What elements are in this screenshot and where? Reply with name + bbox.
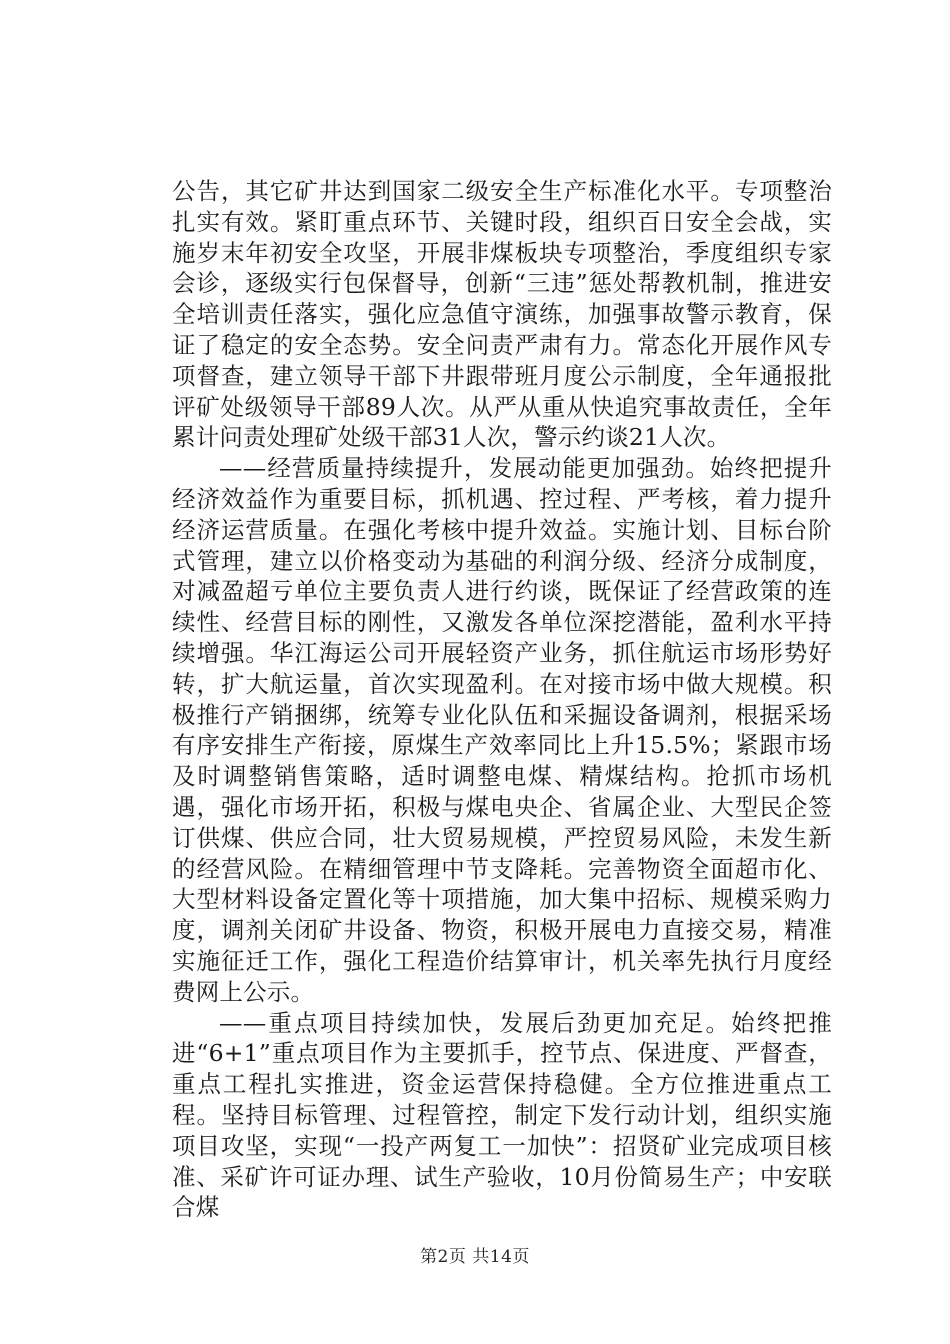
page-footer: 第2页 共14页 <box>420 1247 530 1267</box>
document-body <box>172 176 832 1223</box>
paragraph-safety: 公告，其它矿井达到国家二级安全生产标准化水平。专项整治扎实有效。紧盯重点环节、关键时段，组织百日安全会战，实施岁末年初安全攻坚，开展非煤板块专项整治，季度组织专家会诊，逐级实行包保督导，创新“三违”惩处帮教机制，推进安全培训责任落实，强化应急值守演练，加强事故警示教育，保证了稳定的安全态势。安全问责严肃有力。常态化开展作风专项督查，建立领导干部下井跟带班月度公示制度，全年通报批评矿处级领导干部89人次。从严从重从快追究事故责任，全年累计问责处理矿处级干部31人次，警示约谈21人次。 <box>172 177 832 452</box>
paragraph-key-projects: ——重点项目持续加快，发展后劲更加充足。始终把推进“6+1”重点项目作为主要抓手，控节点、保进度、严督查，重点工程扎实推进，资金运营保持稳健。全方位推进重点工程。坚持目标管理、过程管控，制定下发行动计划，组织实施项目攻坚，实现“一投产两复工一加快”：招贤矿业完成项目核准、采矿许可证办理、试生产验收，10月份简易生产；中安联合煤 <box>172 1008 832 1222</box>
paragraph-operations: ——经营质量持续提升，发展动能更加强劲。始终把提升经济效益作为重要目标，抓机遇、控过程、严考核，着力提升经济运营质量。在强化考核中提升效益。实施计划、目标台阶式管理，建立以价格变动为基础的利润分级、经济分成制度，对减盈超亏单位主要负责人进行约谈，既保证了经营政策的连续性、经营目标的刚性，又激发各单位深挖潜能，盈利水平持续增强。华江海运公司开展轻资产业务，抓住航运市场形势好转，扩大航运量，首次实现盈利。在对接市场中做大规模。积极推行产销捆绑，统筹专业化队伍和采掘设备调剂，根据采场有序安排生产衔接，原煤生产效率同比上升15.5%；紧跟市场及时调整销售策略，适时调整电煤、精煤结构。抢抓市场机遇，强化市场开拓，积极与煤电央企、省属企业、大型民企签订供煤、供应合同，壮大贸易规模，严控贸易风险，未发生新的经营风险。在精细管理中节支降耗。完善物资全面超市化、大型材料设备定置化等十项措施，加大集中招标、规模采购力度，调剂关闭矿井设备、物资，积极开展电力直接交易，精准实施征迁工作，强化工程造价结算审计，机关率先执行月度经费网上公示。 <box>172 454 832 1006</box>
